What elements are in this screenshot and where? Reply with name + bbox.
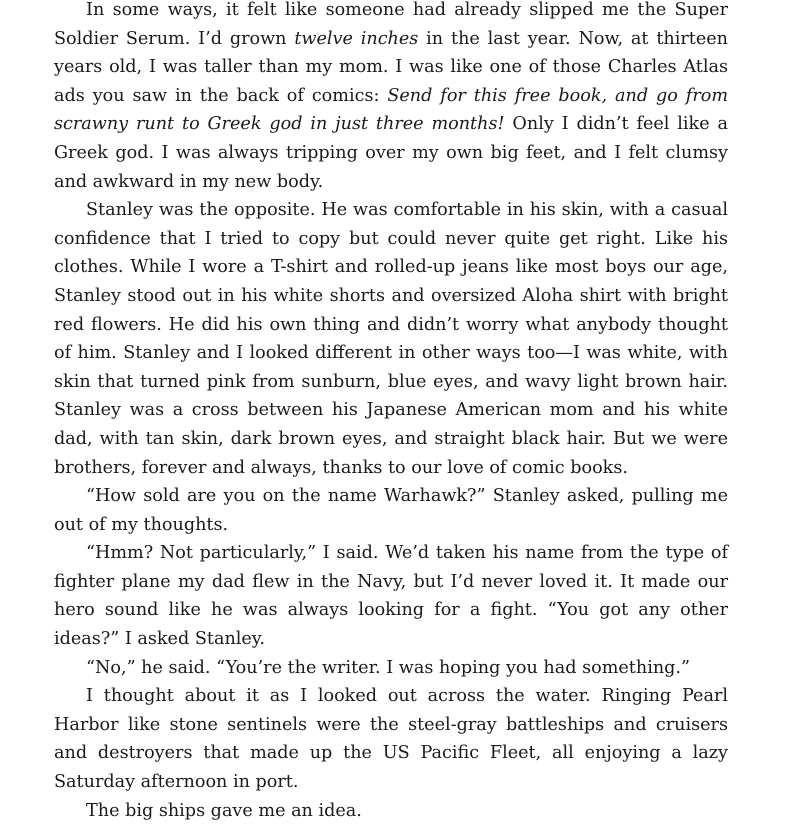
text-run: In some ways, it felt like someone had already slipped me the Super Soldier Serum. I’d grown	[54, 0, 728, 49]
paragraph	[54, 654, 728, 683]
paragraph	[54, 682, 728, 796]
paragraph	[54, 797, 728, 825]
text-run: “Hmm? Not particularly,” I said. We’d taken his name from the type of fighter plane my dad flew in the Navy, but I’d never loved it. It made our hero sound like he was always looking for a fight. “You got any other ideas?” I asked Stanley.	[54, 543, 728, 650]
paragraph	[54, 482, 728, 539]
text-run: I thought about it as I looked out across the water. Ringing Pearl Harbor like stone sentinels were the steel-gray battleships and cruisers and destroyers that made up the US Pacific Fleet, all enjoying a lazy Saturday afternoon in port.	[54, 686, 728, 793]
paragraph	[54, 0, 728, 196]
book-page	[54, 0, 728, 825]
text-run: “How sold are you on the name Warhawk?” Stanley asked, pulling me out of my thoughts.	[54, 486, 728, 535]
text-run: Stanley was the opposite. He was comfortable in his skin, with a casual confidence that I tried to copy but could never quite get right. Like his clothes. While I wore a T-shirt and rolled-up jeans like most boys our age, Stanley stood out in his white shorts and oversized Aloha shirt with bright red flowers. He did his own thing and didn’t worry what anybody thought of him. Stanley and I looked different in other ways too—I was white, with skin that turned pink from sunburn, blue eyes, and wavy light brown hair. Stanley was a cross between his Japanese American mom and his white dad, with tan skin, dark brown eyes, and straight black hair. But we were brothers, forever and always, thanks to our love of comic books.	[54, 200, 728, 478]
text-run: The big ships gave me an idea.	[86, 800, 362, 821]
italic-text: twelve inches	[294, 28, 419, 49]
text-run: Only I didn’t feel like a Greek god. I was always tripping over my own big feet, and I felt clumsy and awkward in my new body.	[54, 114, 728, 192]
italic-text: Send for this free book, and go from scrawny runt to Greek god in just three months!	[54, 85, 729, 135]
paragraph	[54, 196, 728, 482]
paragraph	[54, 539, 728, 653]
text-run: in the last year. Now, at thirteen years old, I was taller than my mom. I was like one of those Charles Atlas ads you saw in the back of comics:	[54, 28, 728, 106]
text-run: “No,” he said. “You’re the writer. I was hoping you had something.”	[86, 657, 691, 678]
